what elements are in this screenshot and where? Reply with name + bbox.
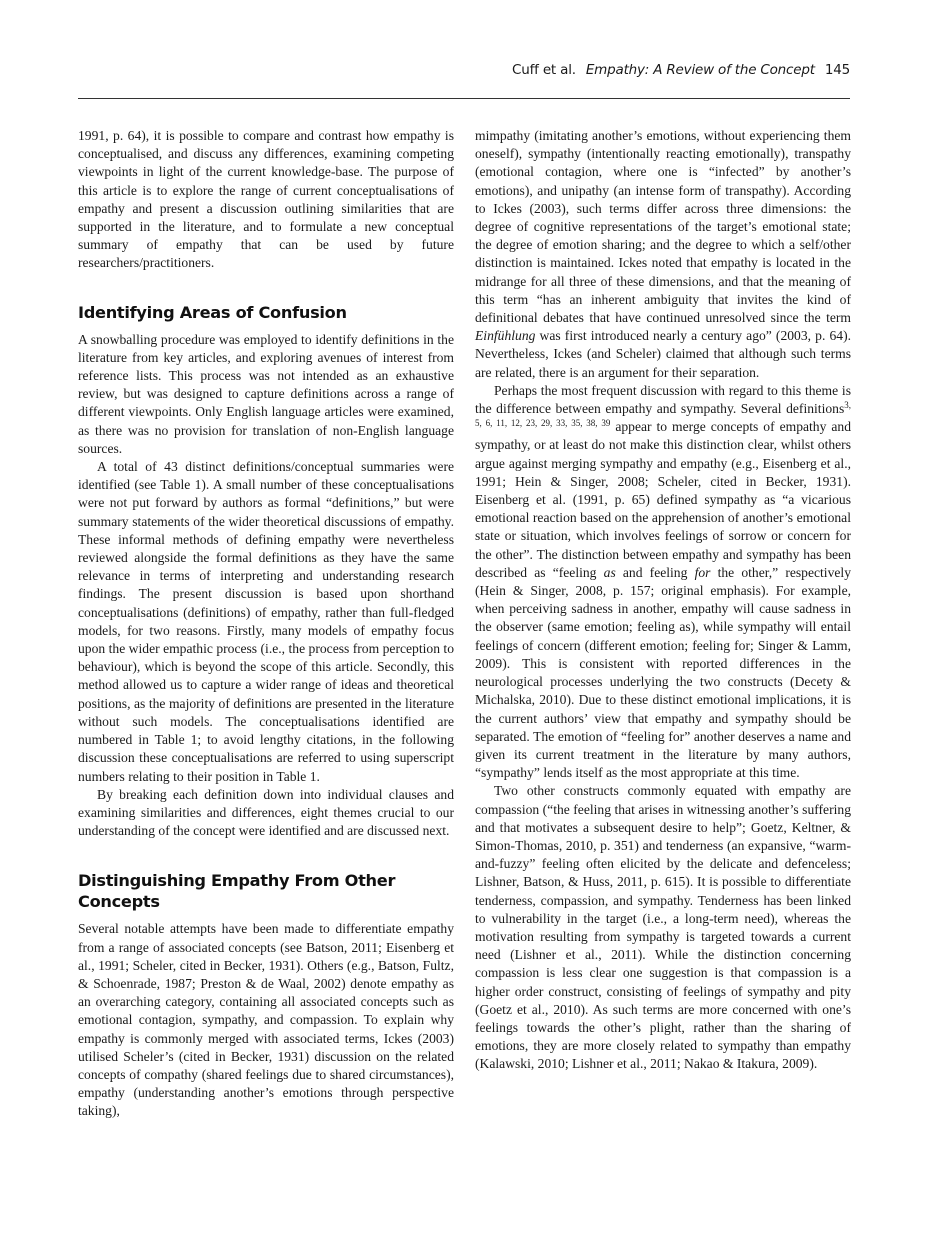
header-authors: Cuff et al. xyxy=(512,62,576,78)
intro-paragraph: 1991, p. 64), it is possible to compare and contrast how empathy is conceptualised, and discuss any differences, examining competing viewpoints in light of the current knowledge-base. The purpose of this article is to explore the range of current conceptualisations of empathy and present a discussion outlining similarities that are supported in the literature, and to formulate a new conceptual summary of empathy that can be used by future researchers/practitioners. xyxy=(78,128,454,271)
section-heading-identifying-confusion: Identifying Areas of Confusion xyxy=(78,302,347,322)
page-number: 145 xyxy=(824,62,850,78)
right-column xyxy=(475,127,851,1074)
text-run: and feeling xyxy=(615,564,695,580)
running-header xyxy=(78,62,850,88)
header-running-title: Empathy: A Review of the Concept xyxy=(585,62,815,78)
italic-term-einfuhlung: Einfühlung xyxy=(475,328,536,344)
body-paragraph: A snowballing procedure was employed to identify definitions in the literature from key articles, and exploring avenues of interest from reference lists. This process was not intended as an exhaustive review, but was designed to capture definitions across a range of different viewpoints. Only English language articles were examined, as there was no provision for translation of non-English language sources. xyxy=(78,331,454,456)
header-rule xyxy=(78,98,850,99)
section-heading-distinguishing-empathy: Distinguishing Empathy From Other Concepts xyxy=(78,871,396,912)
italic-for: for xyxy=(694,564,711,580)
body-paragraph: Several notable attempts have been made to differentiate empathy from a range of associated concepts (see Batson, 2011; Eisenberg et al., 1991; Scheler, cited in Becker, 1931). Others (e.g., Batson, Fultz, & Schoenrade, 1987; Preston & de Waal, 2002) denote empathy as an overarching category, containing all associated concepts such as emotional contagion, sympathy, and compassion. To explain why empathy is commonly merged with associated terms, Ickes (2003) utilised Scheler’s (cited in Becker, 1931) discussion on the related concepts of compathy (shared feelings due to shared circumstances), empathy (understanding another’s emotions through perspective taking), xyxy=(78,921,454,1119)
text-run: the other,” respectively (Hein & Singer, 2008, p. 157; original emphasis). For example, when perceiving sadness in another, empathy will cause sadness in the observer (same emotion; feeling as), while sympathy will entail feelings of concern (different emotion; feeling for; Singer & Lamm, 2009). This is consistent with reported differences in the neurological processes underlying the two constructs (Decety & Michalska, 2010). Due to these distinct emotional implications, it is the current authors’ view that empathy and sympathy should be separated. The emotion of “feeling for” another deserves a name and given its current treatment in the literature by many authors, “sympathy” lends itself as the most appropriate at this time. xyxy=(475,564,851,781)
body-paragraph: A total of 43 distinct definitions/conceptual summaries were identified (see Table 1). A small number of these conceptualisations were not put forward by authors as formal “definitions,” but were summary statements of the wider theoretical discussions of empathy. These informal methods of defining empathy were nevertheless reviewed alongside the formal definitions as they have the same relevance in terms of interpreting and understanding research findings. The present discussion is based upon shorthand conceptualisations (definitions) of empathy, rather than full-fledged models, for two reasons. Firstly, many models of empathy focus upon the wider empathic process (i.e., the process from perception to behaviour), which is beyond the scope of this article. Secondly, this method allowed us to capture a wider range of ideas and theoretical positions, as the majority of definitions are presented in the literature without such models. The conceptualisations identified are numbered in Table 1; to avoid lengthy citations, in the following discussion these conceptualisations are referred to using superscript numbers relating to their position in Table 1. xyxy=(78,459,454,784)
text-run: mimpathy (imitating another’s emotions, without experiencing them oneself), sympathy (intentionally reacting emotionally), transpathy (emotional contagion, where one is “infected” by another’s emotions), and unipathy (an intense form of transpathy). According to Ickes (2003), such terms differ across three dimensions: the degree of cognitive representations of the target’s emotional state; the degree of emotion sharing; and the degree to which a self/other distinction is maintained. Ickes noted that empathy is located in the midrange for all three of these dimensions, and that the meaning of this term “has an inherent ambiguity that invites the kind of definitional debates that have continued unresolved since the term xyxy=(475,128,851,326)
body-paragraph xyxy=(475,127,851,382)
body-paragraph: By breaking each definition down into individual clauses and examining similarities and differences, eight themes crucial to our understanding of the concept were identified and are discussed next. xyxy=(78,786,454,839)
text-run: appear to merge concepts of empathy and sympathy, or at least do not make this distinction clear, whilst others argue against merging sympathy and empathy (e.g., Eisenberg et al., 1991; Hein & Singer, 2008; Scheler, cited in Becker, 1931). Eisenberg et al. (1991, p. 65) defined sympathy as “a vicarious emotional reaction based on the apprehension of another’s emotional state or situation, which involves feelings of sorrow or concern for the other”. The distinction between empathy and sympathy has been described as “feeling xyxy=(475,419,851,580)
text-run: Perhaps the most frequent discussion with regard to this theme is the difference between empathy and sympathy. Several definitions xyxy=(475,382,851,417)
body-paragraph: Two other constructs commonly equated with empathy are compassion (“the feeling that arises in witnessing another’s suffering and that motivates a subsequent desire to help”; Goetz, Keltner, & Simon-Thomas, 2010, p. 351) and tenderness (an expansive, “warm-and-fuzzy” feeling often elicited by the delicate and defenceless; Lishner, Batson, & Huss, 2011, p. 615). It is possible to differentiate tenderness, compassion, and sympathy. Tenderness has been linked to vulnerability in the target (i.e., a long-term need), whereas the motivation resulting from sympathy is targeted towards a current need (Lishner et al., 2011). While the distinction concerning compassion is less clear one suggestion is that compassion is a higher order construct, consisting of feelings of sympathy and pity (Goetz et al., 2010). As such terms are more concerned with one’s feelings towards the other’s plight, rather than the sharing of emotions, they are more closely related to sympathy than empathy (Kalawski, 2010; Lishner et al., 2011; Nakao & Itakura, 2009). xyxy=(475,783,851,1072)
left-column xyxy=(78,127,454,1121)
text-run: was first introduced nearly a century ago” (2003, p. 64). Nevertheless, Ickes (and Scheler) claimed that although such terms are related, there is an argument for their separation. xyxy=(475,328,851,380)
definition-citation-superscript: 3, 5, 6, 11, 12, 23, 29, 33, 35, 38, 39 xyxy=(475,400,851,429)
italic-as: as xyxy=(603,564,616,580)
body-paragraph xyxy=(475,382,851,782)
